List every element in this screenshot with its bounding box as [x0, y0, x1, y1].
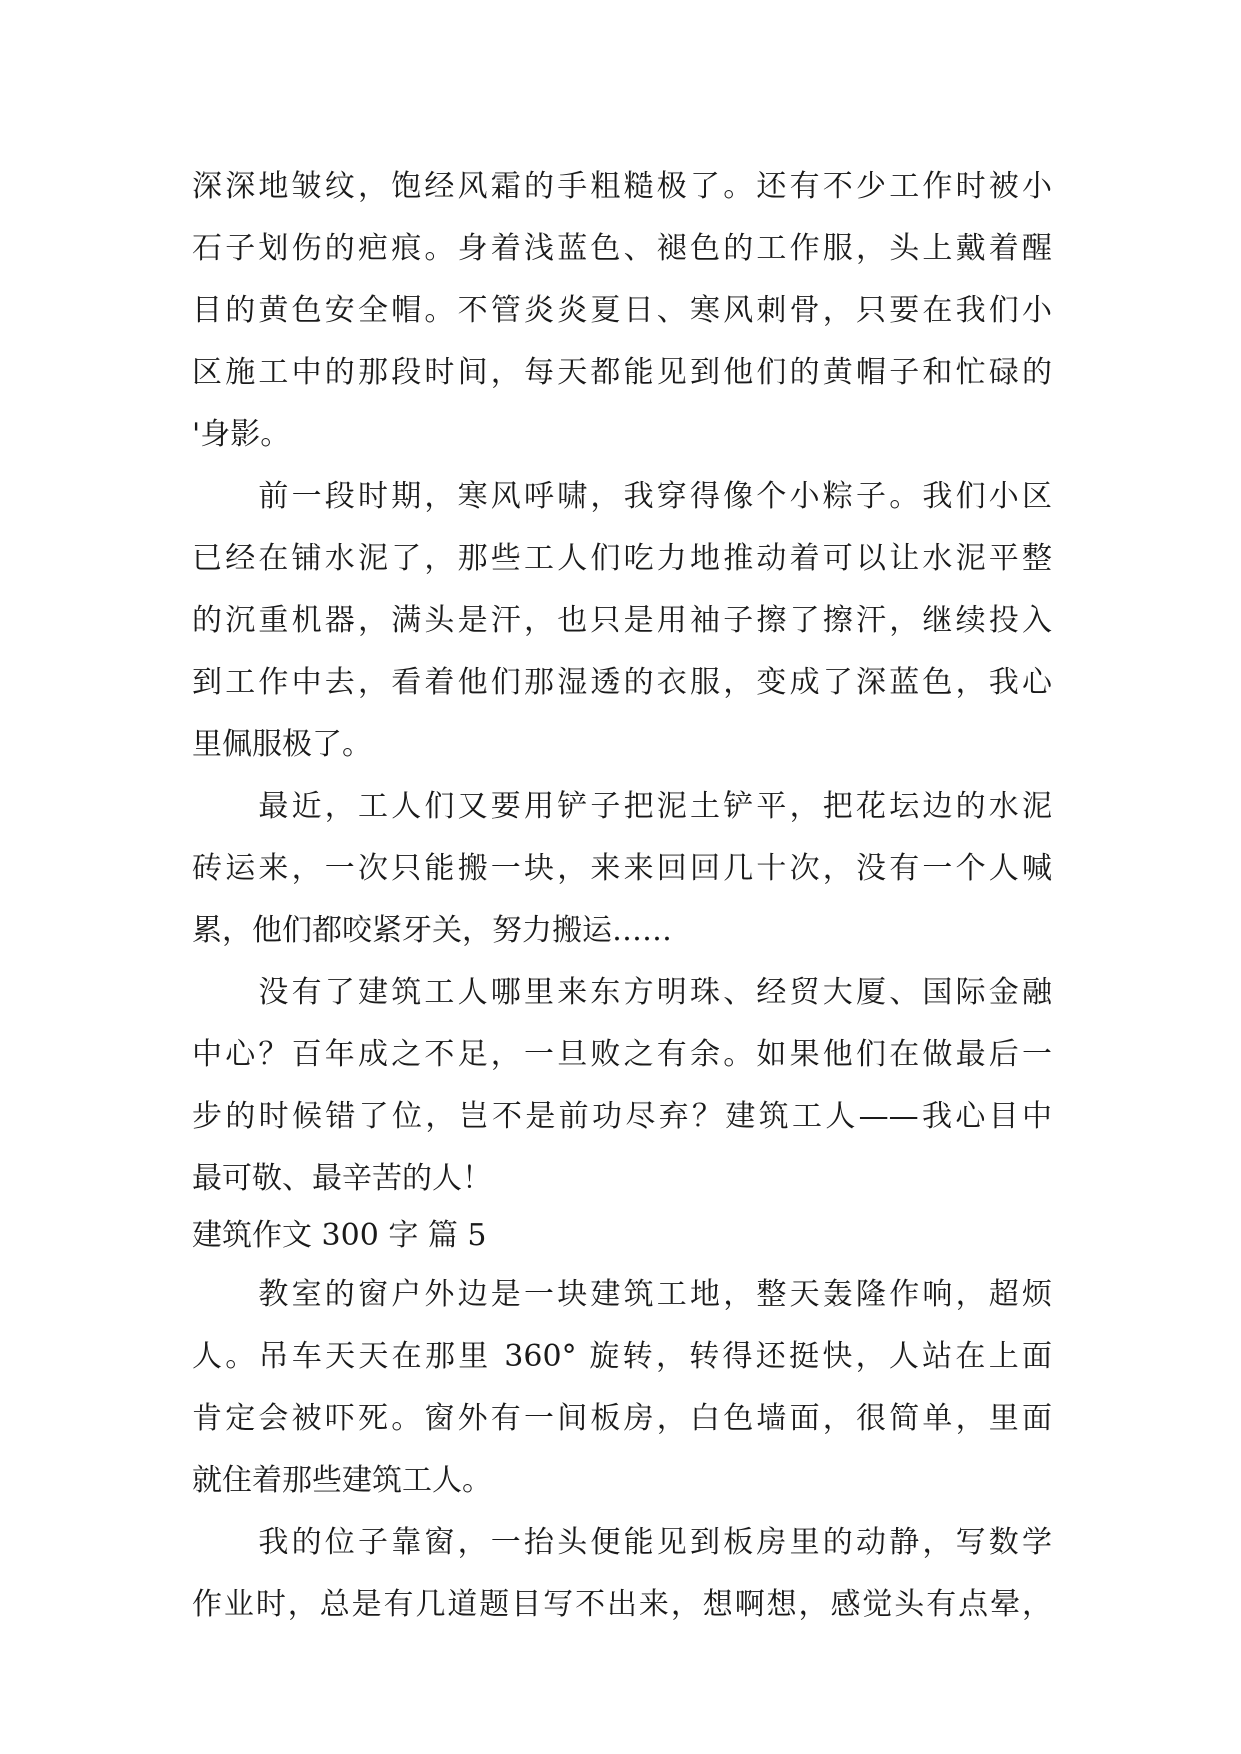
text-line: 步的时候错了位，岂不是前功尽弃？建筑工人——我心目中 [192, 1099, 1052, 1134]
text-line: '身影。 [192, 417, 291, 452]
text-line: 里佩服极了。 [192, 727, 372, 762]
text-line: 目的黄色安全帽。不管炎炎夏日、寒风刺骨，只要在我们小 [192, 293, 1052, 328]
text-line: 最可敬、最辛苦的人！ [192, 1161, 492, 1196]
text-line: 前一段时期，寒风呼啸，我穿得像个小粽子。我们小区 [192, 479, 1052, 514]
text-line: 到工作中去，看着他们那湿透的衣服，变成了深蓝色，我心 [192, 665, 1052, 700]
text-line: 就住着那些建筑工人。 [192, 1463, 492, 1498]
text-line: 的沉重机器，满头是汗，也只是用袖子擦了擦汗，继续投入 [192, 603, 1052, 638]
text-line: 我的位子靠窗，一抬头便能见到板房里的动静，写数学 [192, 1525, 1052, 1560]
text-line: 石子划伤的疤痕。身着浅蓝色、褪色的工作服，头上戴着醒 [192, 231, 1052, 266]
text-line: 中心？百年成之不足，一旦败之有余。如果他们在做最后一 [192, 1037, 1052, 1072]
text-line: 已经在铺水泥了，那些工人们吃力地推动着可以让水泥平整 [192, 541, 1052, 576]
text-line: 肯定会被吓死。窗外有一间板房，白色墙面，很简单，里面 [192, 1401, 1052, 1436]
text-line: 深深地皱纹，饱经风霜的手粗糙极了。还有不少工作时被小 [192, 169, 1052, 204]
section-heading: 建筑作文 300 字 篇 5 [192, 1218, 487, 1253]
text-line: 教室的窗户外边是一块建筑工地，整天轰隆作响，超烦 [192, 1277, 1052, 1312]
text-line: 砖运来，一次只能搬一块，来来回回几十次，没有一个人喊 [192, 851, 1052, 886]
text-line: 累，他们都咬紧牙关，努力搬运…… [192, 913, 672, 948]
text-line: 作业时，总是有几道题目写不出来，想啊想，感觉头有点晕， [192, 1587, 1052, 1622]
text-line: 没有了建筑工人哪里来东方明珠、经贸大厦、国际金融 [192, 975, 1052, 1010]
text-line: 最近，工人们又要用铲子把泥土铲平，把花坛边的水泥 [192, 789, 1052, 824]
text-line: 人。吊车天天在那里 360° 旋转，转得还挺快，人站在上面 [192, 1339, 1052, 1374]
text-line: 区施工中的那段时间，每天都能见到他们的黄帽子和忙碌的 [192, 355, 1052, 390]
